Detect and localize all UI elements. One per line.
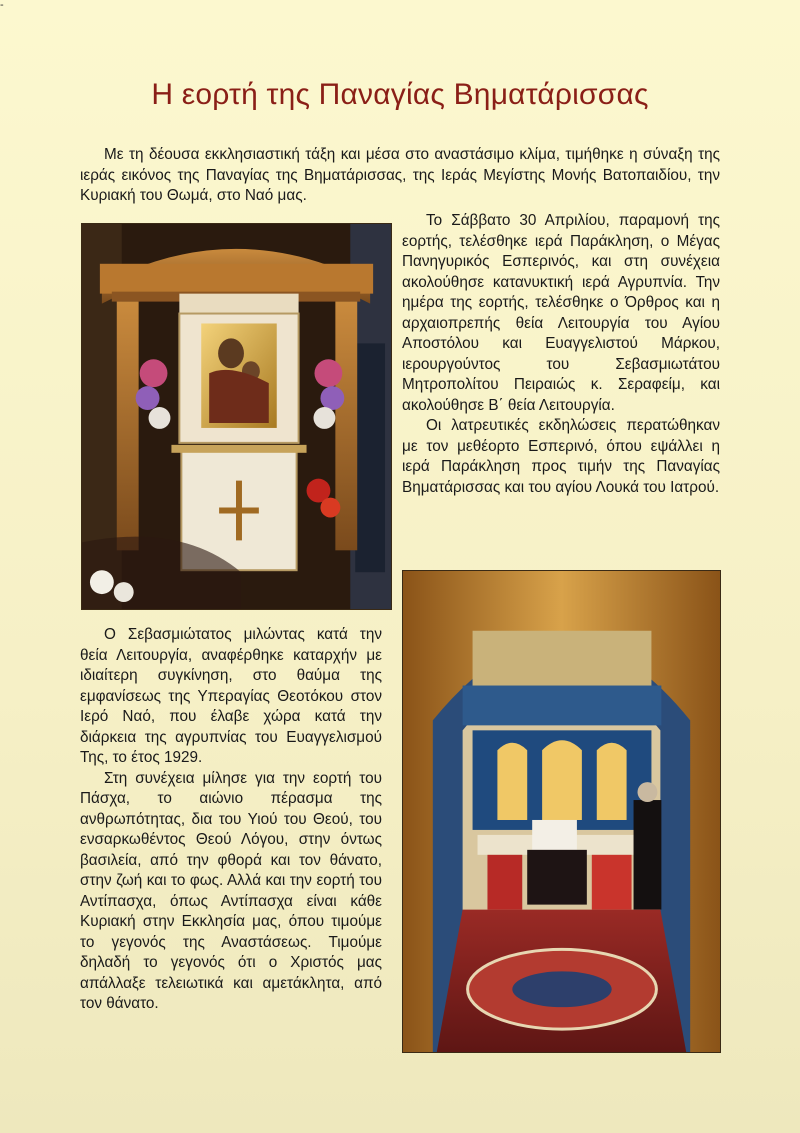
corner-mark: - — [0, 0, 4, 11]
icon-shrine-illustration — [82, 224, 391, 609]
altar-arch-photo — [402, 570, 721, 1053]
intro-paragraph — [80, 145, 720, 207]
paragraph-vespers: Οι λατρευτικές εκδηλώσεις περατώθηκαν με τον μεθέορτο Εσπερινό, όπου εψάλλει η ιερά Παράκληση προς τιμήν της Παναγίας Βηματάρισσας και του αγίου Λουκά του Ιατρού. — [402, 417, 720, 496]
paragraph-sermon-pascha: Στη συνέχεια μίλησε για την εορτή του Πάσχα, το αιώνιο πέρασμα της ανθρωπότητας, δια του Υιού του Θεού, του ενσαρκωθέντος Θεού Λόγου, στην όντως βασιλεία, από την φθορά και τον θάνατο, στην ζωή και το φως. Αλλά και την εορτή του Αντίπασχα, όπως Αντίπασχα είναι κάθε Κυριακή στην Εκκλησία μας, όπου τιμούμε το γεγονός της Αναστάσεως. Τιμούμε δηλαδή το γεγονός ότι ο Χριστός μας απάλλαξε τελειωτικά και αμετάκλητα, από τον θάνατο. — [80, 769, 382, 1012]
right-column-text — [402, 211, 720, 498]
left-column-text — [80, 625, 382, 1015]
altar-arch-illustration — [403, 571, 720, 1052]
paragraph-vigil: Το Σάββατο 30 Απριλίου, παραμονή της εορτής, τελέσθηκε ιερά Παράκληση, ο Μέγας Πανηγυρικός Εσπερινός, και στη συνέχεια ακολούθησε κατανυκτική ιερά Αγρυπνία. Την ημέρα της εορτής, τελέσθηκε ο Όρθρος και η αρχαιοπρεπής θεία Λειτουργία του Αγίου Αποστόλου και Ευαγγελιστού Μάρκου, ιερουργούντος του Σεβασμιωτάτου Μητροπολίτου Πειραιώς κ. Σεραφείμ, και ακολούθησε Β΄ θεία Λειτουργία. — [402, 212, 720, 414]
intro-text: Με τη δέουσα εκκλησιαστική τάξη και μέσα στο αναστάσιμο κλίμα, τιμήθηκε η σύναξη της ιεράς εικόνος της Παναγίας της Βηματάρισσας, της Ιεράς Μεγίστης Μονής Βατοπαιδίου, την Κυριακή του Θωμά, στο Ναό μας. — [80, 146, 720, 204]
page-title: Η εορτή της Παναγίας Βηματάρισσας — [151, 78, 649, 111]
icon-shrine-photo — [81, 223, 392, 610]
paragraph-sermon-miracle: Ο Σεβασμιώτατος μιλώντας κατά την θεία Λειτουργία, αναφέρθηκε καταρχήν με ιδιαίτερη συγκίνηση, στο θαύμα της εμφανίσεως της Υπεραγίας Θεοτόκου στον Ιερό Ναό, που έλαβε χώρα κατά την διάρκεια της αγρυπνίας του Ευαγγελισμού Της, το έτος 1929. — [80, 626, 382, 766]
